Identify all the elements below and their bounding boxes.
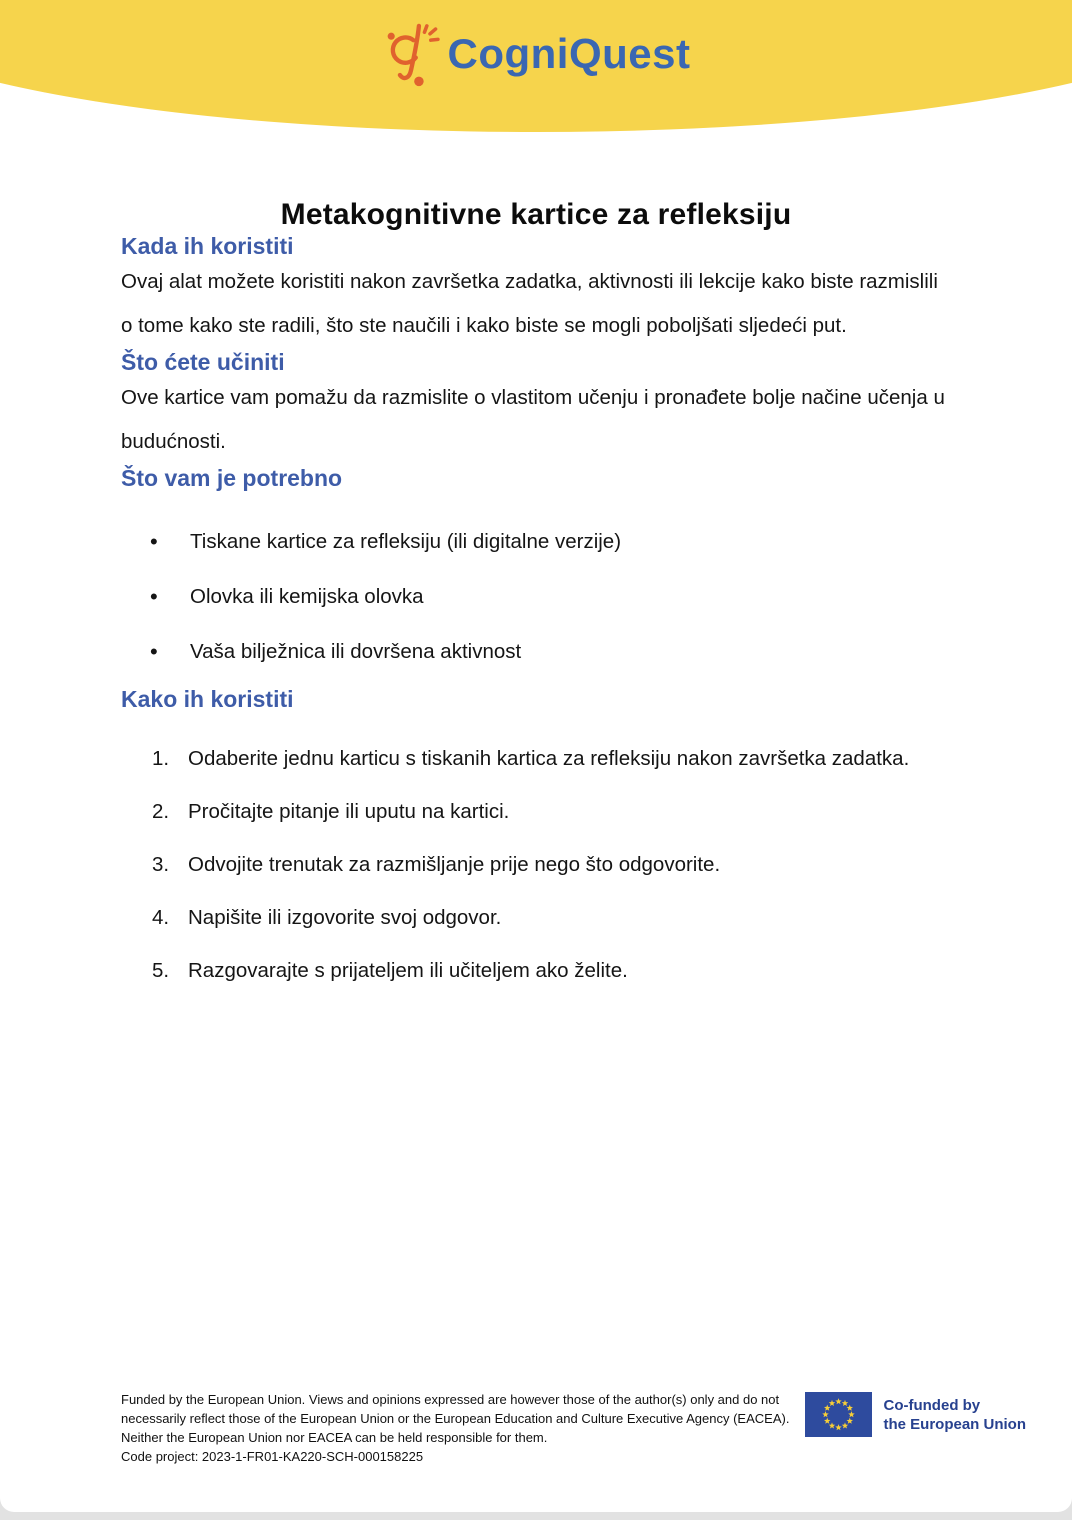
disclaimer-line: necessarily reflect those of the European Union or the European Education and Culture Executive Agency (EACEA). (121, 1411, 790, 1426)
list-item-text: Napišite ili izgovorite svoj odgovor. (188, 906, 502, 929)
list-item (121, 790, 951, 834)
document-content (121, 0, 951, 1002)
section-heading-needs: Što vam je potrebno (121, 465, 343, 491)
list-item (121, 843, 951, 887)
section-heading-what: Što ćete učiniti (121, 349, 285, 375)
section-heading-when: Kada ih koristiti (121, 233, 294, 259)
list-item (121, 896, 951, 940)
list-item-text: Odvojite trenutak za razmišljanje prije nego što odgovorite. (188, 853, 721, 876)
list-item (121, 575, 951, 619)
list-item-text: Vaša bilježnica ili dovršena aktivnost (190, 640, 522, 663)
list-item-number: 1. (152, 747, 170, 770)
disclaimer-line: Neither the European Union nor EACEA can be held responsible for them. (121, 1430, 548, 1445)
bullet-icon: • (150, 584, 158, 609)
needs-bullet-list (121, 520, 951, 674)
list-item-number: 3. (152, 853, 170, 876)
how-numbered-list (121, 737, 951, 993)
disclaimer-line: Code project: 2023-1-FR01-KA220-SCH-000158225 (121, 1449, 424, 1464)
list-item (121, 737, 951, 781)
list-item-number: 5. (152, 959, 170, 982)
section-body-what: Ove kartice vam pomažu da razmislite o vlastitom učenju i pronađete bolje načine učenja u budućnosti. (121, 386, 945, 453)
logo-text: CogniQuest (447, 30, 691, 77)
list-item-text: Razgovarajte s prijateljem ili učiteljem ako želite. (188, 959, 628, 982)
list-item-text: Tiskane kartice za refleksiju (ili digitalne verzije) (190, 530, 622, 553)
section-heading-how: Kako ih koristiti (121, 686, 294, 712)
eu-cofunded-logo (805, 1392, 1027, 1437)
list-item (121, 949, 951, 993)
disclaimer-line: Funded by the European Union. Views and opinions expressed are however those of the author(s) only and do not (121, 1392, 780, 1407)
eu-cofunded-label: Co-funded by the European Union (883, 1396, 1026, 1433)
eu-flag-icon (805, 1392, 872, 1437)
list-item-text: Odaberite jednu karticu s tiskanih kartica za refleksiju nakon završetka zadatka. (188, 747, 910, 770)
page-title: Metakognitivne kartice za refleksiju (280, 198, 792, 231)
eu-funding-disclaimer (121, 1390, 789, 1466)
list-item-number: 4. (152, 906, 170, 929)
bullet-icon: • (150, 529, 158, 554)
list-item-number: 2. (152, 800, 170, 823)
list-item-text: Olovka ili kemijska olovka (190, 585, 424, 608)
list-item (121, 630, 951, 674)
section-body-when: Ovaj alat možete koristiti nakon završetka zadatka, aktivnosti ili lekcije kako biste razmislili o tome kako ste radili, što ste naučili i kako biste se mogli poboljšati sljedeći put. (121, 270, 938, 337)
list-item (121, 520, 951, 564)
page-footer (121, 1390, 1026, 1466)
list-item-text: Pročitajte pitanje ili uputu na kartici. (188, 800, 510, 823)
bullet-icon: • (150, 639, 158, 664)
